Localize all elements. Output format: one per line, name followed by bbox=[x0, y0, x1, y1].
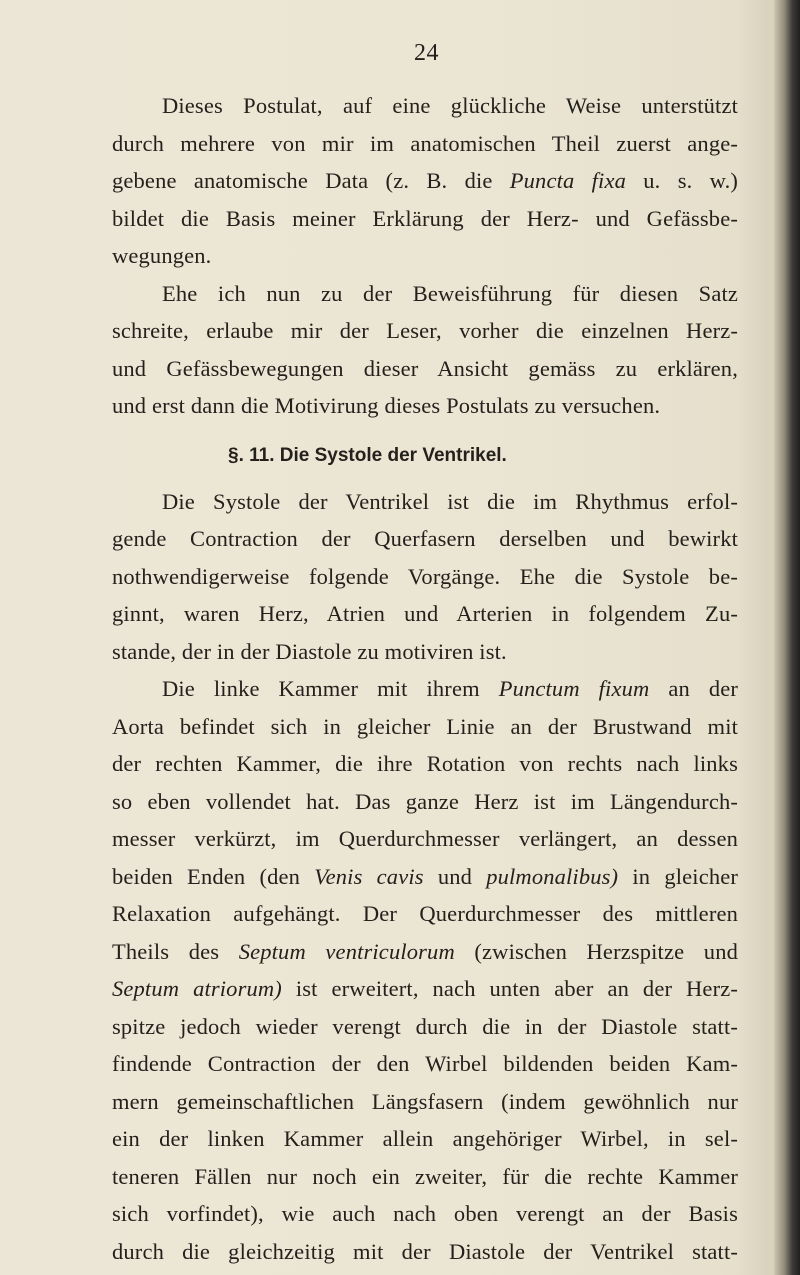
text-line: schreite, erlaube mir der Leser, vorher die einzelnen Herz- bbox=[112, 318, 738, 343]
text-line: und erst dann die Motivirung dieses Postulats zu versuchen. bbox=[112, 393, 661, 418]
text-line: beiden Enden (den Venis cavis und pulmonalibus) in gleicher bbox=[112, 863, 739, 889]
text-line: bildet die Basis meiner Erklärung der Herz- und Gefässbe- bbox=[112, 205, 738, 231]
text-line: Aorta befindet sich in gleicher Linie an der Brustwand mit bbox=[112, 713, 738, 739]
italic-term: Septum ventriculorum bbox=[238, 938, 455, 964]
italic-term: pulmonalibus) bbox=[486, 863, 619, 889]
text-line: so eben vollendet hat. Das ganze Herz ist im Längendurch- bbox=[112, 788, 738, 814]
text-line: sich vorfindet), wie auch nach oben verengt an der Basis bbox=[112, 1201, 738, 1226]
paragraph-1 bbox=[112, 87, 738, 275]
paragraph-4 bbox=[112, 670, 738, 1270]
paragraph-2 bbox=[112, 275, 738, 425]
text-line: ein der linken Kammer allein angehöriger Wirbel, in sel- bbox=[112, 1126, 738, 1151]
italic-term: Septum atriorum) bbox=[112, 976, 282, 1001]
text-line: spitze jedoch wieder verengt durch die in der Diastole statt- bbox=[112, 1013, 738, 1039]
text-line: mern gemeinschaftlichen Längsfasern (indem gewöhnlich nur bbox=[112, 1088, 738, 1114]
text-line: Theils des Septum ventriculorum (zwischen Herzspitze und bbox=[112, 938, 738, 964]
text-line: Ehe ich nun zu der Beweisführung für diesen Satz bbox=[162, 280, 738, 306]
text-line: findende Contraction der den Wirbel bildenden beiden Kam- bbox=[112, 1051, 738, 1076]
text-line: Die linke Kammer mit ihrem Punctum fixum an der bbox=[162, 676, 739, 701]
text-line: der rechten Kammer, die ihre Rotation von rechts nach links bbox=[112, 751, 738, 776]
text-line: gende Contraction der Querfasern derselben und bewirkt bbox=[112, 526, 738, 551]
text-line: gebene anatomische Data (z. B. die Puncta fixa u. s. w.) bbox=[112, 168, 738, 193]
page-number: 24 bbox=[414, 40, 439, 66]
text-line: teneren Fällen nur noch ein zweiter, für die rechte Kammer bbox=[112, 1163, 738, 1189]
text-line: nothwendigerweise folgende Vorgänge. Ehe die Systole be- bbox=[112, 563, 738, 589]
body-text bbox=[112, 87, 738, 1270]
italic-term: Punctum fixum bbox=[498, 676, 650, 701]
text-line: Relaxation aufgehängt. Der Querdurchmesser des mittleren bbox=[112, 901, 738, 926]
text-line: durch die gleichzeitig mit der Diastole der Ventrikel statt- bbox=[112, 1238, 738, 1264]
text-line: wegungen. bbox=[112, 243, 212, 268]
text-line: und Gefässbewegungen dieser Ansicht gemäss zu erklären, bbox=[112, 355, 738, 381]
text-line: Dieses Postulat, auf eine glückliche Weise unterstützt bbox=[162, 93, 738, 118]
text-line: Septum atriorum) ist erweitert, nach unten aber an der Herz- bbox=[112, 976, 738, 1001]
section-heading: §. 11. Die Systole der Ventrikel. bbox=[228, 444, 507, 466]
text-line: Die Systole der Ventrikel ist die im Rhythmus erfol- bbox=[162, 488, 738, 514]
text-line: stande, der in der Diastole zu motiviren ist. bbox=[112, 638, 507, 664]
text-line: ginnt, waren Herz, Atrien und Arterien in folgendem Zu- bbox=[112, 601, 738, 626]
book-spine-shadow bbox=[774, 0, 800, 1275]
text-line: durch mehrere von mir im anatomischen Theil zuerst ange- bbox=[112, 130, 738, 156]
italic-term: Puncta fixa bbox=[509, 168, 626, 193]
italic-term: Venis cavis bbox=[314, 863, 424, 889]
text-line: messer verkürzt, im Querdurchmesser verlängert, an dessen bbox=[112, 826, 738, 851]
paragraph-3 bbox=[112, 483, 738, 671]
